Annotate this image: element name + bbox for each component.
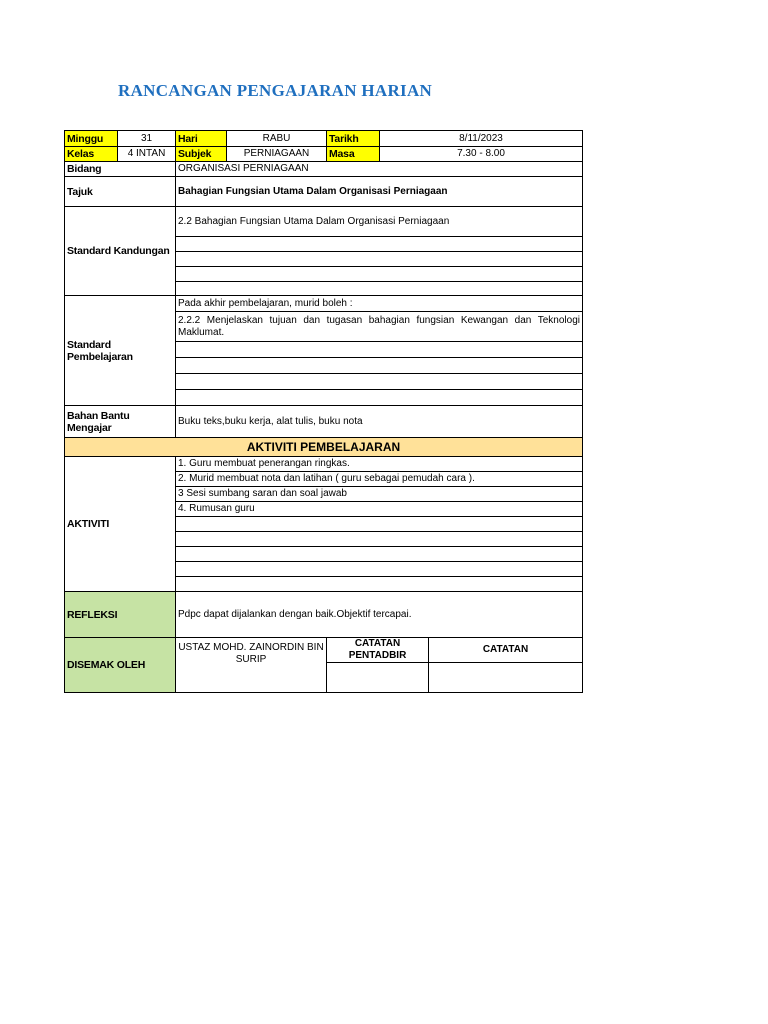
aktiviti-line bbox=[176, 562, 583, 577]
blank-line bbox=[176, 390, 583, 406]
standard-pembelajaran-intro: Pada akhir pembelajaran, murid boleh : bbox=[176, 296, 583, 312]
disemak-name: USTAZ MOHD. ZAINORDIN BIN SURIP bbox=[176, 638, 327, 693]
standard-pembelajaran-label: Standard Pembelajaran bbox=[65, 296, 176, 406]
aktiviti-line bbox=[176, 577, 583, 592]
bahan-label: Bahan Bantu Mengajar bbox=[65, 406, 176, 438]
aktiviti-line bbox=[176, 532, 583, 547]
aktiviti-line: 4. Rumusan guru bbox=[176, 502, 583, 517]
bidang-label: Bidang bbox=[65, 162, 176, 177]
standard-kandungan-line: 2.2 Bahagian Fungsian Utama Dalam Organisasi Perniagaan bbox=[176, 207, 583, 237]
minggu-label: Minggu bbox=[65, 131, 118, 147]
standard-kandungan-line bbox=[176, 267, 583, 282]
aktiviti-line: 1. Guru membuat penerangan ringkas. bbox=[176, 457, 583, 472]
aktiviti-line bbox=[176, 517, 583, 532]
disemak-label: DISEMAK OLEH bbox=[65, 638, 176, 693]
kelas-value: 4 INTAN bbox=[118, 147, 176, 162]
masa-value: 7.30 - 8.00 bbox=[380, 147, 583, 162]
aktiviti-line bbox=[176, 547, 583, 562]
hari-label: Hari bbox=[176, 131, 227, 147]
tarikh-value: 8/11/2023 bbox=[380, 131, 583, 147]
lesson-plan-table bbox=[64, 130, 583, 693]
kelas-label: Kelas bbox=[65, 147, 118, 162]
refleksi-label: REFLEKSI bbox=[65, 592, 176, 638]
bahan-value: Buku teks,buku kerja, alat tulis, buku nota bbox=[176, 406, 583, 438]
catatan-header: CATATAN bbox=[429, 638, 583, 663]
tajuk-value: Bahagian Fungsian Utama Dalam Organisasi Perniagaan bbox=[176, 177, 583, 207]
standard-pembelajaran-item: 2.2.2 Menjelaskan tujuan dan tugasan bahagian fungsian Kewangan dan Teknologi Maklumat. bbox=[176, 312, 583, 342]
standard-kandungan-label: Standard Kandungan bbox=[65, 207, 176, 296]
refleksi-value: Pdpc dapat dijalankan dengan baik.Objektif tercapai. bbox=[176, 592, 583, 638]
aktiviti-line: 2. Murid membuat nota dan latihan ( guru sebagai pemudah cara ). bbox=[176, 472, 583, 487]
standard-kandungan-line bbox=[176, 252, 583, 267]
aktiviti-label: AKTIVITI bbox=[65, 457, 176, 592]
subjek-value: PERNIAGAAN bbox=[227, 147, 327, 162]
standard-kandungan-line bbox=[176, 237, 583, 252]
catatan-cell bbox=[429, 663, 583, 693]
aktiviti-line: 3 Sesi sumbang saran dan soal jawab bbox=[176, 487, 583, 502]
standard-kandungan-line bbox=[176, 282, 583, 296]
aktiviti-header: AKTIVITI PEMBELAJARAN bbox=[65, 438, 583, 457]
blank-line bbox=[176, 358, 583, 374]
page-title: RANCANGAN PENGAJARAN HARIAN bbox=[118, 81, 433, 100]
masa-label: Masa bbox=[327, 147, 380, 162]
hari-value: RABU bbox=[227, 131, 327, 147]
subjek-label: Subjek bbox=[176, 147, 227, 162]
blank-line bbox=[176, 374, 583, 390]
catatan-pentadbir-header: CATATAN PENTADBIR bbox=[327, 638, 429, 663]
tarikh-label: Tarikh bbox=[327, 131, 380, 147]
bidang-value: ORGANISASI PERNIAGAAN bbox=[176, 162, 583, 177]
tajuk-label: Tajuk bbox=[65, 177, 176, 207]
minggu-value: 31 bbox=[118, 131, 176, 147]
catatan-pentadbir-cell bbox=[327, 663, 429, 693]
blank-line bbox=[176, 342, 583, 358]
